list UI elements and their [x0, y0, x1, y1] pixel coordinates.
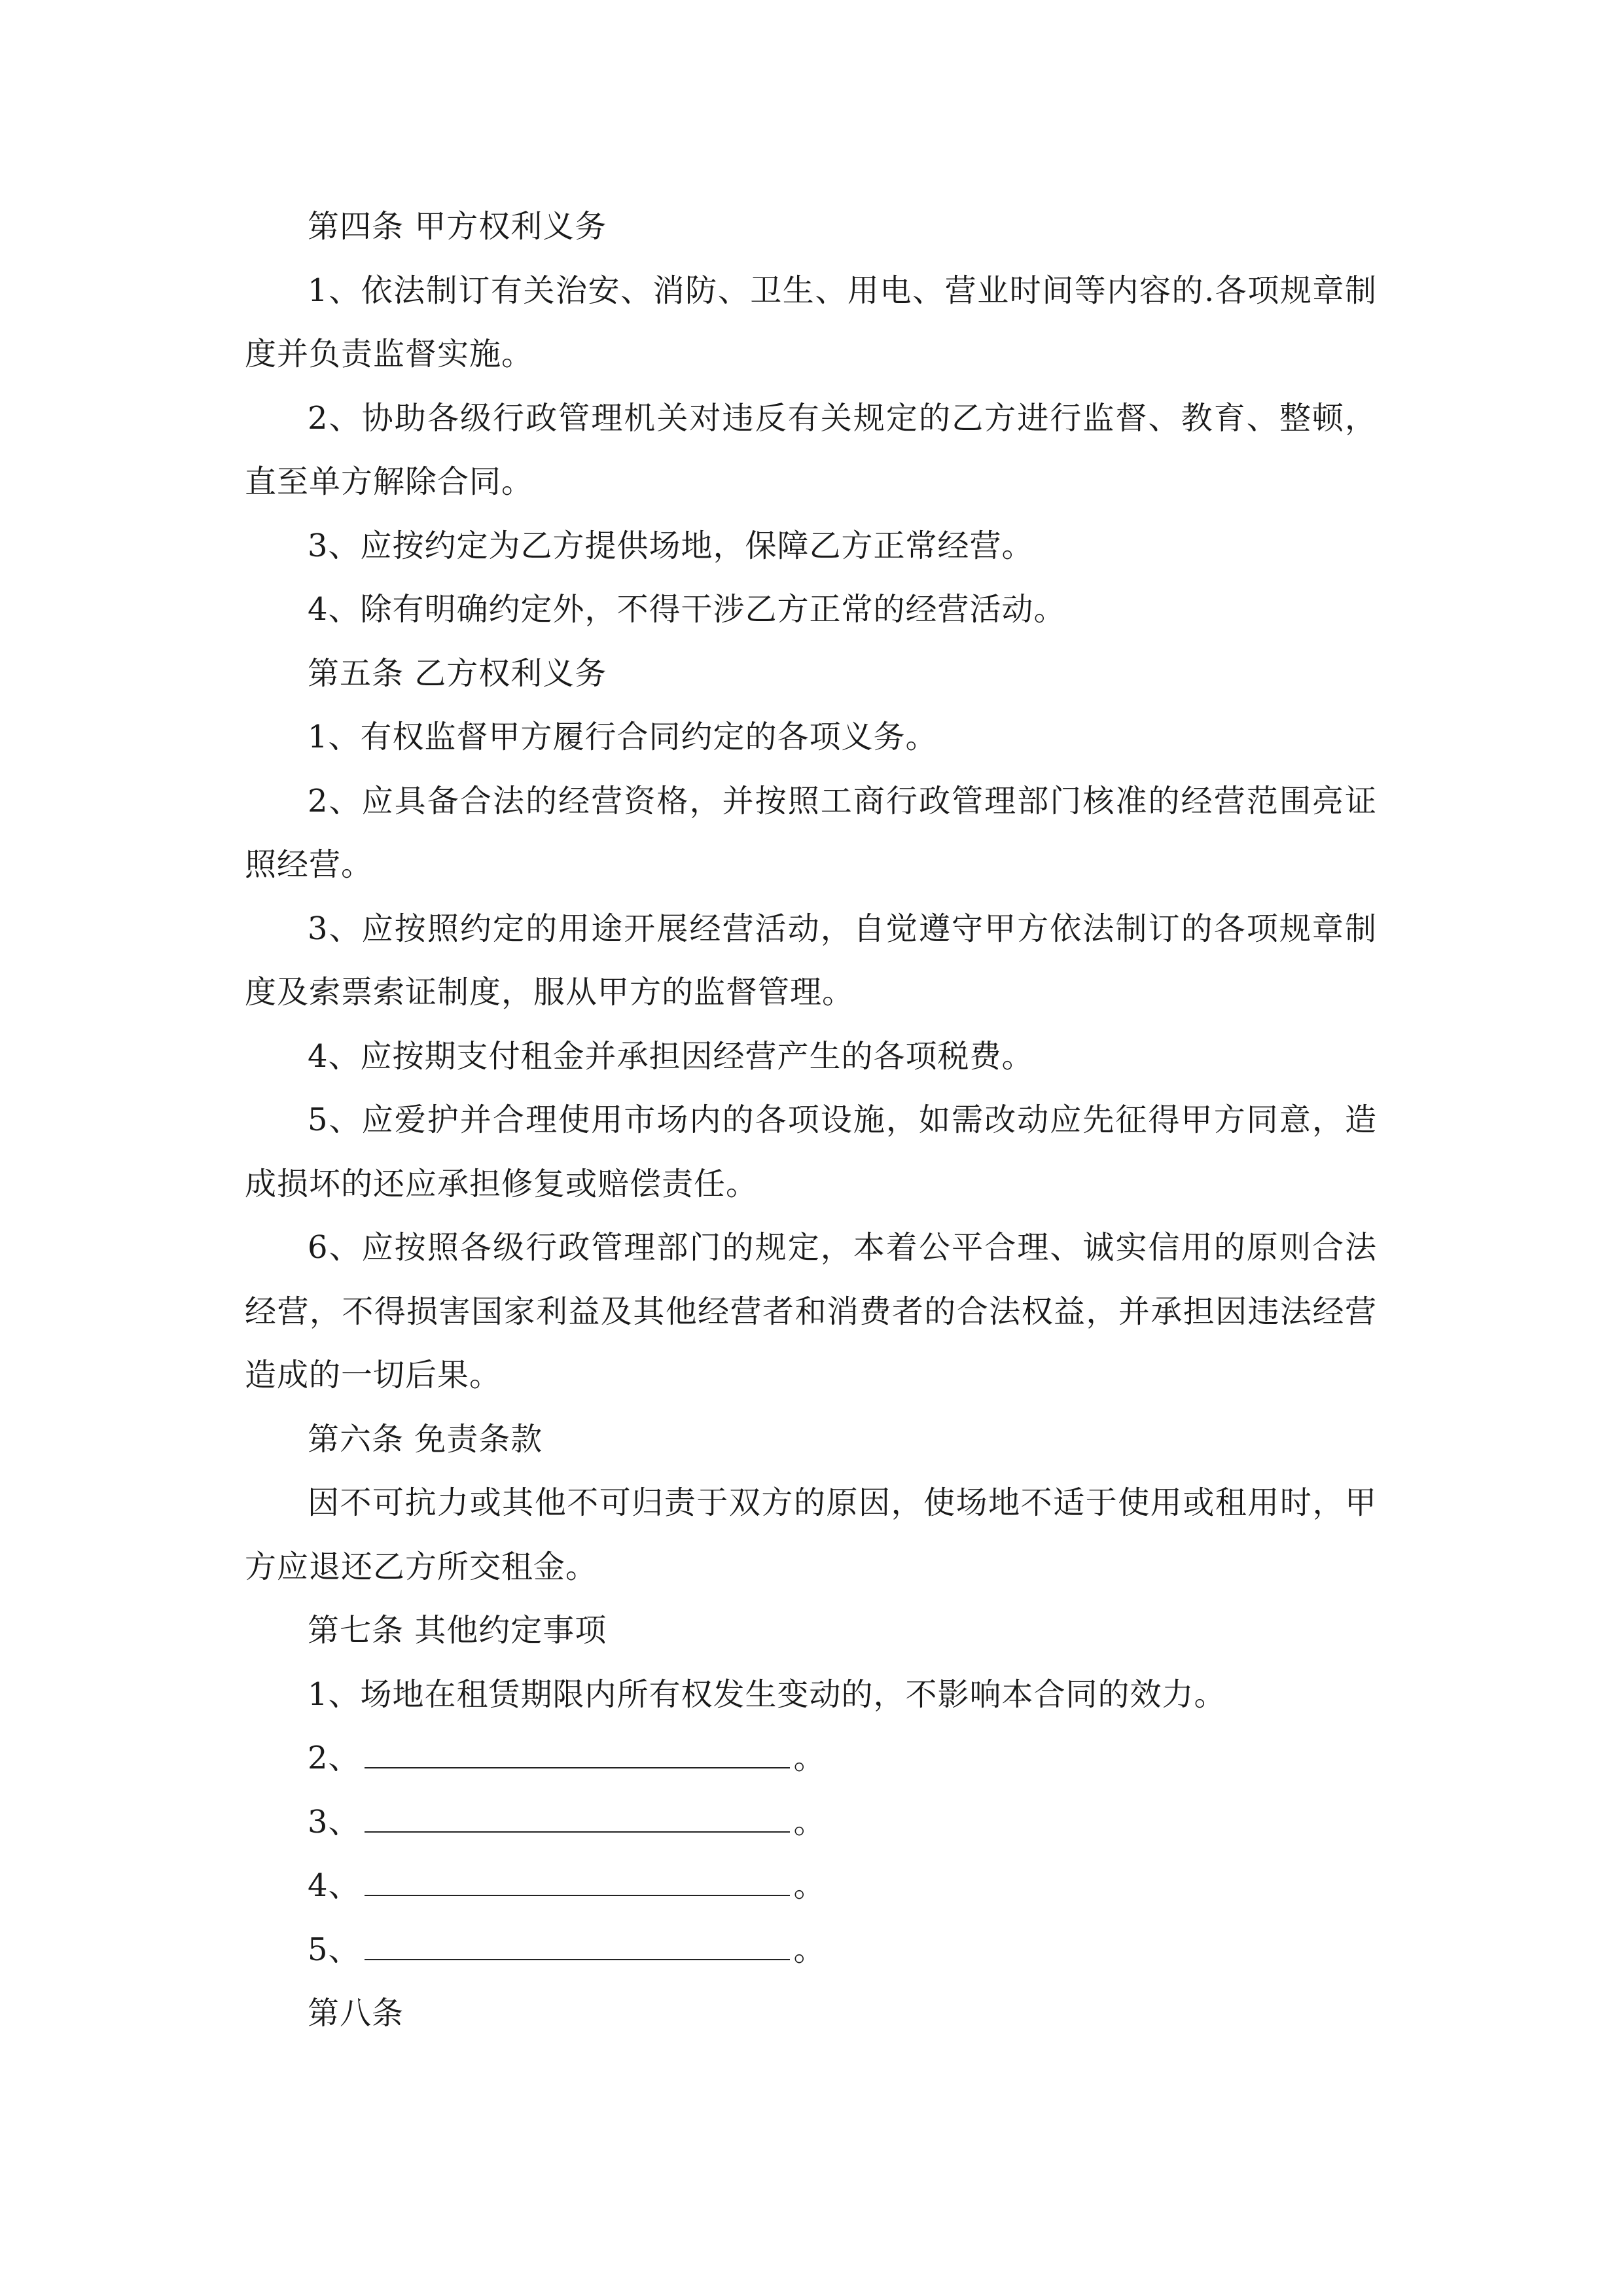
article-5-heading: 第五条 乙方权利义务 — [308, 655, 607, 692]
article-4-clause-3: 3、应按约定为乙方提供场地，保障乙方正常经营。 — [308, 527, 1034, 564]
blank-item-number: 2、 — [308, 1740, 361, 1776]
article-5-clause-2: 2、应具备合法的经营资格，并按照工商行政管理部门核准的经营范围亮证照经营。 — [245, 782, 1377, 883]
blank-item-end: 。 — [793, 1803, 826, 1840]
article-5-clause-3: 3、应按照约定的用途开展经营活动，自觉遵守甲方依法制订的各项规章制度及索票索证制度，服从甲方的监督管理。 — [245, 910, 1377, 1011]
blank-item-end: 。 — [793, 1740, 826, 1776]
blank-item-number: 3、 — [308, 1803, 361, 1840]
article-5-clause-4: 4、应按期支付租金并承担因经营产生的各项税费。 — [308, 1037, 1034, 1075]
article-5-clause-5: 5、应爱护并合理使用市场内的各项设施，如需改动应先征得甲方同意，造成损坏的还应承担修复或赔偿责任。 — [245, 1102, 1377, 1202]
article-7-blank-item — [245, 1854, 1377, 1918]
article-4-clause-2: 2、协助各级行政管理机关对违反有关规定的乙方进行监督、教育、整顿，直至单方解除合同。 — [245, 399, 1377, 500]
article-6-body: 因不可抗力或其他不可归责于双方的原因，使场地不适于使用或租用时，甲方应退还乙方所交租金。 — [245, 1484, 1377, 1585]
article-7-blank-item — [245, 1727, 1377, 1791]
fill-in-blank[interactable] — [365, 1920, 790, 1960]
blank-item-end: 。 — [793, 1867, 826, 1904]
article-7-heading: 第七条 其他约定事项 — [308, 1612, 607, 1649]
article-6-heading: 第六条 免责条款 — [308, 1420, 543, 1458]
blank-item-number: 4、 — [308, 1867, 361, 1904]
article-7-blank-item — [245, 1918, 1377, 1982]
article-5-clause-6: 6、应按照各级行政管理部门的规定，本着公平合理、诚实信用的原则合法经营，不得损害国家利益及其他经营者和消费者的合法权益，并承担因违法经营造成的一切后果。 — [245, 1229, 1377, 1393]
article-5-clause-1: 1、有权监督甲方履行合同约定的各项义务。 — [308, 719, 938, 755]
article-7-clause-1: 1、场地在租赁期限内所有权发生变动的，不影响本合同的效力。 — [308, 1676, 1226, 1713]
blank-item-number: 5、 — [308, 1931, 361, 1968]
blank-item-end: 。 — [793, 1931, 826, 1968]
fill-in-blank[interactable] — [365, 1792, 790, 1833]
article-4-clause-1: 1、依法制订有关治安、消防、卫生、用电、营业时间等内容的.各项规章制度并负责监督实施。 — [245, 272, 1377, 372]
article-4-heading: 第四条 甲方权利义务 — [308, 208, 607, 245]
article-4-clause-4: 4、除有明确约定外，不得干涉乙方正常的经营活动。 — [308, 591, 1066, 628]
document-body — [245, 195, 1377, 2046]
fill-in-blank[interactable] — [365, 1728, 790, 1768]
article-7-blank-item — [245, 1791, 1377, 1855]
article-8-heading: 第八条 — [308, 1995, 404, 2032]
fill-in-blank[interactable] — [365, 1856, 790, 1896]
